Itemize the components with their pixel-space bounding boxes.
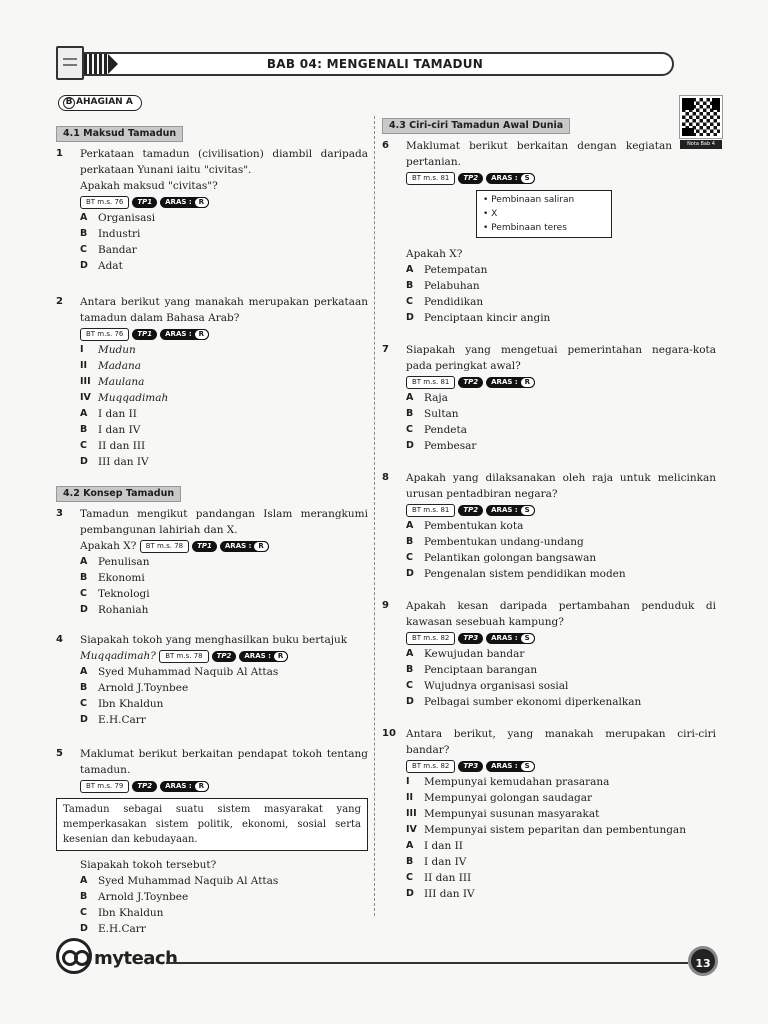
- aras-level: S: [520, 761, 535, 772]
- statement-numeral: I: [406, 776, 410, 787]
- question-tags: [159, 650, 288, 663]
- option-b[interactable]: [80, 422, 368, 438]
- book-icon: [56, 46, 84, 80]
- option-text: Pengenalan sistem pendidikan moden: [424, 568, 626, 580]
- option-d[interactable]: [406, 886, 716, 902]
- option-letter: C: [80, 698, 87, 709]
- bullet-box: [476, 190, 612, 238]
- option-letter: A: [406, 392, 414, 403]
- option-d[interactable]: [406, 310, 716, 326]
- statement-text: Muqqadimah: [98, 392, 169, 404]
- brand-name: myteach: [94, 948, 178, 969]
- aras-label: ARAS :: [165, 781, 192, 790]
- option-text: Ekonomi: [98, 572, 145, 584]
- option-a[interactable]: [80, 406, 368, 422]
- section-label: [58, 95, 142, 111]
- info-box: Tamadun sebagai suatu sistem masyarakat yang memperkasakan sistem politik, ekonomi, sosial serta kesenian dan kebudayaan.: [56, 798, 368, 851]
- option-letter: B: [406, 664, 414, 675]
- chapter-header: [56, 46, 676, 80]
- chapter-title: BAB 04: MENGENALI TAMADUN: [266, 57, 484, 71]
- question-8: [382, 470, 716, 582]
- tp-badge: TP3: [458, 633, 483, 644]
- option-letter: D: [406, 312, 414, 323]
- aras-label: ARAS :: [491, 377, 518, 386]
- option-letter: B: [406, 408, 414, 419]
- statement-text: Maulana: [98, 376, 145, 388]
- question-10: [382, 726, 716, 902]
- aras-label: ARAS :: [244, 651, 271, 660]
- question-ask: Siapakah tokoh tersebut?: [80, 859, 217, 871]
- option-letter: A: [406, 648, 414, 659]
- option-c[interactable]: [406, 678, 716, 694]
- column-divider: [374, 116, 375, 916]
- option-letter: B: [80, 228, 88, 239]
- option-text: Pelbagai sumber ekonomi diperkenalkan: [424, 696, 642, 708]
- option-letter: D: [80, 714, 88, 725]
- option-c[interactable]: [406, 870, 716, 886]
- option-letter: C: [406, 872, 413, 883]
- option-text: II dan III: [98, 440, 146, 452]
- question-2: [56, 294, 368, 470]
- option-text: Sultan: [424, 408, 459, 420]
- option-text: Pelantikan golongan bangsawan: [424, 552, 597, 564]
- option-a[interactable]: [80, 210, 368, 226]
- option-text: III dan IV: [98, 456, 149, 468]
- option-b[interactable]: [80, 680, 368, 696]
- statement-numeral: I: [80, 344, 84, 355]
- option-text: Bandar: [98, 244, 137, 256]
- option-a[interactable]: [80, 554, 368, 570]
- option-text: Pendeta: [424, 424, 467, 436]
- option-text: Raja: [424, 392, 448, 404]
- option-letter: D: [406, 696, 414, 707]
- aras-label: ARAS :: [491, 505, 518, 514]
- aras-label: ARAS :: [491, 633, 518, 642]
- bt-reference: BT m.s. 82: [406, 632, 455, 645]
- option-letter: D: [80, 604, 88, 615]
- option-c[interactable]: [406, 294, 716, 310]
- option-c[interactable]: [80, 586, 368, 602]
- bt-reference: BT m.s. 78: [140, 540, 189, 553]
- section-label-text: AHAGIAN A: [76, 97, 133, 107]
- aras-badge: [160, 197, 209, 208]
- question-number: 4: [56, 634, 63, 645]
- option-text: Petempatan: [424, 264, 488, 276]
- option-b[interactable]: [406, 534, 716, 550]
- aras-badge: [160, 781, 209, 792]
- aras-level: R: [194, 329, 209, 340]
- option-text: Ibn Khaldun: [98, 907, 164, 919]
- option-letter: C: [80, 440, 87, 451]
- option-d[interactable]: [80, 602, 368, 618]
- option-letter: D: [80, 456, 88, 467]
- bt-reference: BT m.s. 79: [80, 780, 129, 793]
- bt-reference: BT m.s. 76: [80, 328, 129, 341]
- aras-badge: [486, 761, 535, 772]
- option-letter: D: [80, 260, 88, 271]
- question-ask: Apakah X?: [406, 248, 463, 260]
- question-number: 8: [382, 472, 389, 483]
- option-d[interactable]: [406, 694, 716, 710]
- question-number: 2: [56, 296, 63, 307]
- aras-badge: [220, 541, 269, 552]
- question-tags: [406, 504, 535, 517]
- option-a[interactable]: [406, 838, 716, 854]
- question-7: [382, 342, 716, 454]
- statement-i: [406, 774, 716, 790]
- option-letter: C: [80, 907, 87, 918]
- option-text: E.H.Carr: [98, 923, 146, 935]
- option-text: Penulisan: [98, 556, 150, 568]
- tp-badge: TP2: [132, 781, 157, 792]
- option-letter: C: [80, 588, 87, 599]
- option-text: Penciptaan barangan: [424, 664, 538, 676]
- option-d[interactable]: [406, 566, 716, 582]
- option-letter: A: [80, 875, 88, 886]
- question-text: Antara berikut, yang manakah merupakan ciri-ciri bandar?: [406, 728, 716, 756]
- option-c[interactable]: [80, 905, 368, 921]
- option-letter: C: [406, 680, 413, 691]
- option-b[interactable]: [80, 570, 368, 586]
- question-tags: [406, 376, 535, 389]
- question-5: [56, 746, 368, 937]
- aras-badge: [160, 329, 209, 340]
- question-text: Apakah yang dilaksanakan oleh raja untuk melicinkan urusan pentadbiran negara?: [406, 472, 716, 500]
- option-letter: C: [406, 296, 413, 307]
- option-text: Pembentukan kota: [424, 520, 524, 532]
- option-text: I dan IV: [98, 424, 141, 436]
- right-column: [382, 116, 716, 910]
- option-b[interactable]: [80, 889, 368, 905]
- option-b[interactable]: [406, 406, 716, 422]
- statement-iv: [80, 390, 368, 406]
- option-d[interactable]: [80, 258, 368, 274]
- page-number: 13: [688, 946, 718, 976]
- statement-iv: [406, 822, 716, 838]
- option-b[interactable]: [406, 662, 716, 678]
- aras-badge: [486, 633, 535, 644]
- tp-badge: TP2: [458, 173, 483, 184]
- option-text: Rohaniah: [98, 604, 149, 616]
- question-text: Tamadun mengikut pandangan Islam merangkumi pembangunan lahiriah dan X.: [80, 508, 368, 536]
- option-letter: A: [80, 556, 88, 567]
- aras-level: S: [520, 173, 535, 184]
- statement-iii: [80, 374, 368, 390]
- aras-label: ARAS :: [224, 541, 252, 550]
- aras-badge: [486, 377, 535, 388]
- option-text: Syed Muhammad Naquib Al Attas: [98, 666, 279, 678]
- aras-level: R: [273, 651, 288, 662]
- question-number: 3: [56, 508, 63, 519]
- aras-label: ARAS :: [491, 761, 518, 770]
- option-text: II dan III: [424, 872, 472, 884]
- question-number: 1: [56, 148, 63, 159]
- option-text: III dan IV: [424, 888, 475, 900]
- statement-numeral: II: [406, 792, 414, 803]
- option-text: Wujudnya organisasi sosial: [424, 680, 569, 692]
- option-d[interactable]: [80, 921, 368, 937]
- question-text: Maklumat berikut berkaitan pendapat tokoh tentang tamadun.: [80, 748, 368, 776]
- question-tags: [406, 632, 535, 645]
- tp-badge: TP1: [132, 329, 157, 340]
- option-letter: D: [406, 888, 414, 899]
- question-1: [56, 146, 368, 274]
- subheading-4-1: 4.1 Maksud Tamadun: [56, 126, 183, 142]
- question-text: Perkataan tamadun (civilisation) diambil daripada perkataan Yunani iaitu "civitas".: [80, 148, 368, 176]
- option-d[interactable]: [80, 712, 368, 728]
- statement-text: Mempunyai susunan masyarakat: [424, 808, 600, 820]
- option-text: Arnold J.Toynbee: [98, 891, 189, 903]
- question-number: 9: [382, 600, 389, 611]
- tp-badge: TP1: [132, 197, 157, 208]
- option-letter: B: [80, 424, 88, 435]
- subheading-4-3: 4.3 Ciri-ciri Tamadun Awal Dunia: [382, 118, 570, 134]
- question-number: 5: [56, 748, 63, 759]
- option-text: I dan II: [98, 408, 137, 420]
- option-letter: A: [406, 520, 414, 531]
- statement-ii: [406, 790, 716, 806]
- question-text: Antara berikut yang manakah merupakan perkataan tamadun dalam Bahasa Arab?: [80, 296, 368, 324]
- option-text: Pendidikan: [424, 296, 484, 308]
- option-text: Pembesar: [424, 440, 477, 452]
- bt-reference: BT m.s. 82: [406, 760, 455, 773]
- question-text: Maklumat berikut berkaitan dengan kegiatan pertanian.: [406, 140, 672, 168]
- question-4: [56, 632, 368, 728]
- aras-label: ARAS :: [165, 329, 192, 338]
- aras-badge: [239, 651, 288, 662]
- option-text: Organisasi: [98, 212, 156, 224]
- question-ask: Apakah X?: [80, 540, 137, 552]
- statement-numeral: III: [406, 808, 417, 819]
- option-letter: A: [406, 264, 414, 275]
- statement-text: Mempunyai golongan saudagar: [424, 792, 593, 804]
- stripes-decoration: [84, 54, 108, 74]
- aras-level: R: [520, 377, 535, 388]
- option-letter: A: [80, 408, 88, 419]
- option-letter: B: [406, 280, 414, 291]
- aras-badge: [486, 505, 535, 516]
- aras-label: ARAS :: [491, 173, 518, 182]
- question-tags: [80, 780, 209, 793]
- section-letter: B: [63, 97, 75, 109]
- option-c[interactable]: [406, 422, 716, 438]
- option-letter: D: [406, 440, 414, 451]
- bt-reference: BT m.s. 81: [406, 376, 455, 389]
- question-text: Siapakah tokoh yang menghasilkan buku bertajuk: [80, 634, 348, 646]
- qr-label: Nota Bab 4: [680, 140, 722, 149]
- bt-reference: BT m.s. 81: [406, 172, 455, 185]
- question-tags: [406, 760, 535, 773]
- option-d[interactable]: [80, 454, 368, 470]
- option-text: Pelabuhan: [424, 280, 480, 292]
- bt-reference: BT m.s. 81: [406, 504, 455, 517]
- header-bar: [76, 52, 674, 76]
- option-b[interactable]: [406, 278, 716, 294]
- option-letter: B: [406, 856, 414, 867]
- option-d[interactable]: [406, 438, 716, 454]
- option-b[interactable]: [80, 226, 368, 242]
- option-a[interactable]: [406, 518, 716, 534]
- option-c[interactable]: [80, 696, 368, 712]
- option-text: Penciptaan kincir angin: [424, 312, 551, 324]
- aras-level: R: [194, 781, 209, 792]
- statement-text: Mempunyai kemudahan prasarana: [424, 776, 610, 788]
- option-text: Industri: [98, 228, 141, 240]
- bullet-item: • Pembinaan teres: [483, 221, 605, 235]
- option-letter: D: [406, 568, 414, 579]
- option-letter: A: [80, 666, 88, 677]
- option-a[interactable]: [406, 262, 716, 278]
- option-b[interactable]: [406, 854, 716, 870]
- option-letter: A: [80, 212, 88, 223]
- option-c[interactable]: [80, 438, 368, 454]
- option-text: Ibn Khaldun: [98, 698, 164, 710]
- aras-level: S: [520, 633, 535, 644]
- option-text: Kewujudan bandar: [424, 648, 525, 660]
- option-a[interactable]: [406, 646, 716, 662]
- option-letter: B: [80, 891, 88, 902]
- question-tags: [406, 172, 535, 185]
- tp-badge: TP3: [458, 761, 483, 772]
- option-letter: B: [80, 572, 88, 583]
- aras-level: S: [520, 505, 535, 516]
- aras-level: R: [253, 541, 268, 552]
- option-text: Adat: [98, 260, 123, 272]
- question-number: 7: [382, 344, 389, 355]
- question-number: 10: [382, 728, 396, 739]
- option-a[interactable]: [80, 664, 368, 680]
- footer-rule: [166, 962, 688, 964]
- option-letter: D: [80, 923, 88, 934]
- aras-label: ARAS :: [165, 197, 192, 206]
- left-column: [56, 116, 368, 945]
- statement-numeral: IV: [406, 824, 417, 835]
- bt-reference: BT m.s. 78: [159, 650, 208, 663]
- option-letter: B: [406, 536, 414, 547]
- option-text: I dan II: [424, 840, 463, 852]
- bullet-item: • X: [483, 207, 605, 221]
- statement-text: Madana: [98, 360, 142, 372]
- question-tags: [140, 540, 269, 553]
- tp-badge: TP2: [212, 651, 237, 662]
- option-letter: A: [406, 840, 414, 851]
- option-text: Teknologi: [98, 588, 150, 600]
- option-text: I dan IV: [424, 856, 467, 868]
- subheading-4-2: 4.2 Konsep Tamadun: [56, 486, 181, 502]
- statement-numeral: II: [80, 360, 88, 371]
- question-9: [382, 598, 716, 710]
- question-text: Siapakah yang mengetuai pemerintahan negara-kota pada peringkat awal?: [406, 344, 716, 372]
- question-3: [56, 506, 368, 618]
- tp-badge: TP1: [192, 541, 217, 552]
- arrow-icon: [108, 54, 118, 74]
- option-c[interactable]: [80, 242, 368, 258]
- tp-badge: TP2: [458, 377, 483, 388]
- option-text: Pembentukan undang-undang: [424, 536, 584, 548]
- statement-numeral: III: [80, 376, 91, 387]
- statement-i: [80, 342, 368, 358]
- option-a[interactable]: [406, 390, 716, 406]
- option-a[interactable]: [80, 873, 368, 889]
- aras-level: R: [194, 197, 209, 208]
- option-text: Arnold J.Toynbee: [98, 682, 189, 694]
- question-6: [382, 138, 716, 326]
- option-c[interactable]: [406, 550, 716, 566]
- option-letter: C: [406, 424, 413, 435]
- option-letter: C: [80, 244, 87, 255]
- option-letter: C: [406, 552, 413, 563]
- question-text: Apakah kesan daripada pertambahan penduduk di kawasan sesebuah kampung?: [406, 600, 716, 628]
- question-number: 6: [382, 140, 389, 151]
- tp-badge: TP2: [458, 505, 483, 516]
- statement-iii: [406, 806, 716, 822]
- myteach-logo-icon: [56, 938, 92, 974]
- book-title: Muqqadimah?: [80, 650, 156, 662]
- option-text: Syed Muhammad Naquib Al Attas: [98, 875, 279, 887]
- question-ask: Apakah maksud "civitas"?: [80, 180, 218, 192]
- bullet-item: • Pembinaan saliran: [483, 193, 605, 207]
- option-text: E.H.Carr: [98, 714, 146, 726]
- option-letter: B: [80, 682, 88, 693]
- statement-text: Mudun: [98, 344, 136, 356]
- statement-numeral: IV: [80, 392, 91, 403]
- bt-reference: BT m.s. 76: [80, 196, 129, 209]
- question-tags: [80, 196, 209, 209]
- statement-text: Mempunyai sistem peparitan dan pembentungan: [424, 824, 686, 836]
- question-tags: [80, 328, 209, 341]
- aras-badge: [486, 173, 535, 184]
- statement-ii: [80, 358, 368, 374]
